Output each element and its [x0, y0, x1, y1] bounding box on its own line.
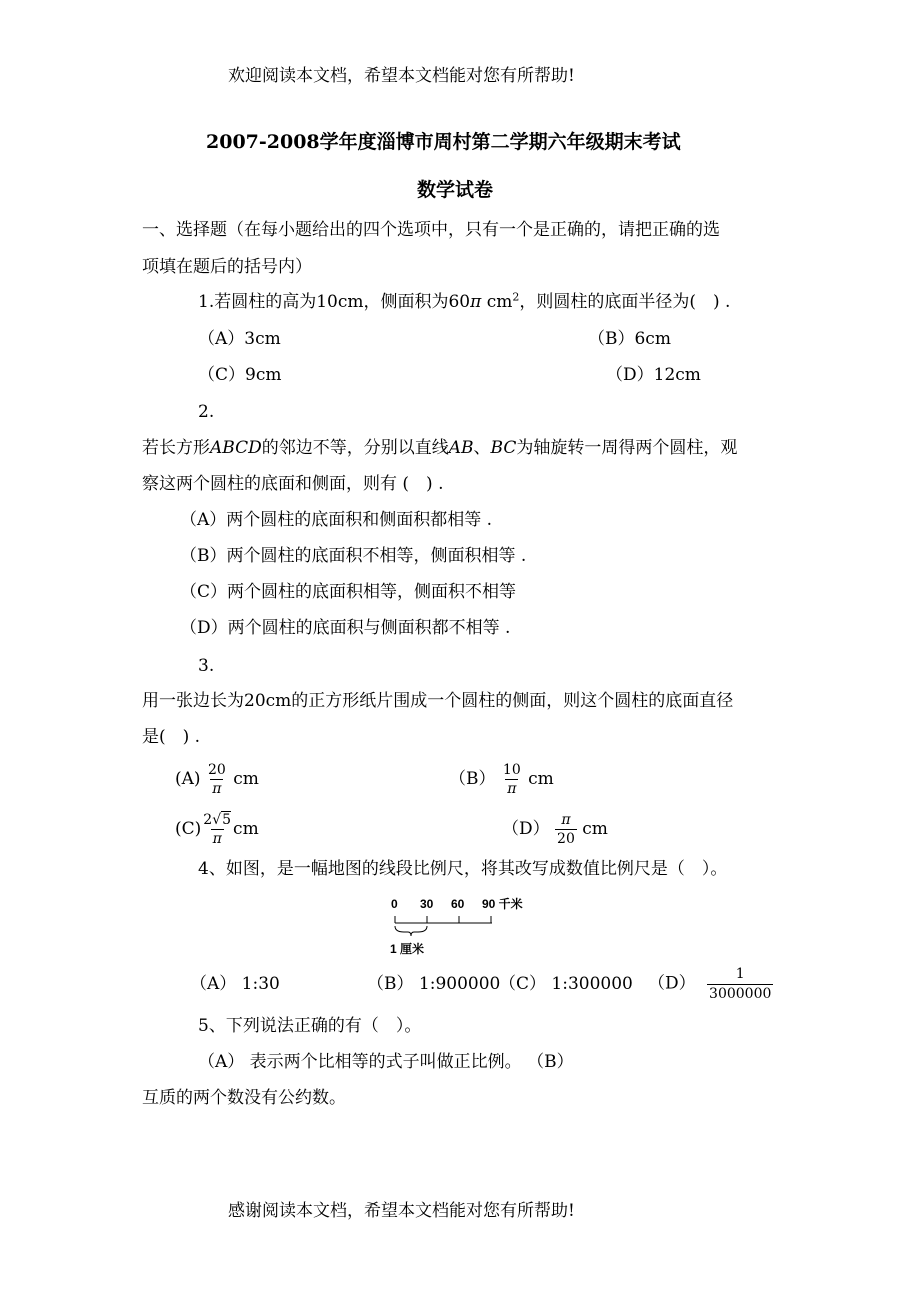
scale-label-0: 0 [391, 897, 398, 911]
q1-superscript: 2 [512, 290, 520, 304]
question-5-stem: 5、下列说法正确的有（ ）。 [198, 1016, 422, 1036]
q2-option-c: （C）两个圆柱的底面积相等，侧面积不相等 [180, 582, 517, 602]
q1-stem-part-b: ，则圆柱的底面半径为( ) . [519, 292, 731, 312]
scale-label-60: 60 [451, 897, 465, 911]
scale-unit-label: 1 厘米 [390, 942, 425, 956]
section-heading-line2: 项填在题后的括号内） [142, 257, 312, 277]
q4-option-a: （A） 1:30 [190, 974, 280, 994]
q3-a-label: (A) [175, 769, 201, 790]
scale-bar-figure [384, 892, 544, 962]
q2-option-a: （A）两个圆柱的底面积和侧面积都相等 . [180, 510, 493, 530]
q2-text-b: 的邻边不等，分别以直线 [261, 438, 449, 458]
q1-stem-part-a: 1.若圆柱的高为10cm，侧面积为60 [198, 292, 471, 312]
q2-bc: BC [490, 438, 517, 458]
question-3-line2: 是( ) . [142, 727, 201, 747]
q3-option-a [175, 762, 259, 797]
q2-ab: AB [448, 438, 474, 458]
q2-separator: 、 [473, 438, 491, 458]
q3-c-label: (C) [175, 819, 202, 840]
q2-text-a: 若长方形 [142, 438, 210, 458]
question-5-line2: 互质的两个数没有公约数。 [142, 1088, 346, 1108]
q3-option-b [449, 762, 554, 797]
q3-option-d [502, 812, 608, 847]
q1-option-b: （B）6cm [588, 329, 671, 349]
q1-option-d: （D）12cm [606, 365, 701, 385]
scale-label-90: 90 千米 [482, 897, 523, 911]
q3-d-unit: cm [582, 819, 608, 840]
q3-b-label: （B） [449, 769, 496, 790]
q4-option-d [648, 966, 773, 1002]
page-header: 欢迎阅读本文档，希望本文档能对您有所帮助! [228, 66, 575, 86]
q3-d-label: （D） [502, 819, 550, 840]
q2-option-d: （D）两个圆柱的底面积与侧面积都不相等 . [180, 618, 511, 638]
q3-c-fraction: $\frac{2√5}{\pi}$ [203, 812, 232, 848]
question-5-line1: （A） 表示两个比相等的式子叫做正比例。 （B） [198, 1052, 574, 1072]
q3-a-fraction: $\frac{20}{\pi}$ [207, 762, 226, 798]
question-1-stem [198, 290, 731, 312]
q3-option-c [175, 812, 259, 847]
question-2-line2: 察这两个圆柱的底面和侧面，则有 ( ) . [142, 474, 444, 494]
q2-abcd: ABCD [210, 438, 262, 458]
q4-option-b: （B） 1:900000 [367, 974, 501, 994]
scale-brace [395, 926, 427, 936]
question-3-line1: 用一张边长为20cm的正方形纸片围成一个圆柱的侧面，则这个圆柱的底面直径 [142, 691, 734, 711]
q4-option-c: （C） 1:300000 [499, 974, 633, 994]
q3-d-fraction: $\frac{\pi}{20}$ [557, 812, 575, 848]
question-3-number: 3. [198, 656, 215, 676]
q3-a-unit: cm [233, 769, 259, 790]
question-2-number: 2. [198, 402, 215, 422]
exam-title: 2007-2008学年度淄博市周村第二学期六年级期末考试 [206, 131, 681, 153]
q4-d-fraction: $\frac{1}{3000000}$ [709, 966, 772, 1003]
scale-label-30: 30 [420, 897, 434, 911]
q3-c-unit: cm [233, 819, 259, 840]
q4-d-label: （D） [648, 973, 696, 994]
page-footer: 感谢阅读本文档，希望本文档能对您有所帮助! [228, 1201, 575, 1221]
q2-text-c: 为轴旋转一周得两个圆柱，观 [516, 438, 738, 458]
q1-pi: π [470, 292, 482, 312]
q2-option-b: （B）两个圆柱的底面积不相等，侧面积相等 . [180, 546, 527, 566]
question-2-line1 [142, 440, 737, 457]
q1-option-a: （A）3cm [198, 329, 281, 349]
question-4-stem: 4、如图，是一幅地图的线段比例尺，将其改写成数值比例尺是（ ）。 [198, 859, 728, 879]
q1-option-c: （C）9cm [198, 365, 282, 385]
exam-subtitle: 数学试卷 [417, 179, 494, 201]
q3-b-unit: cm [528, 769, 554, 790]
q1-unit: cm [486, 292, 513, 312]
q3-b-fraction: $\frac{10}{\pi}$ [502, 762, 521, 798]
section-heading-line1: 一、选择题（在每小题给出的四个选项中，只有一个是正确的，请把正确的选 [142, 220, 720, 240]
